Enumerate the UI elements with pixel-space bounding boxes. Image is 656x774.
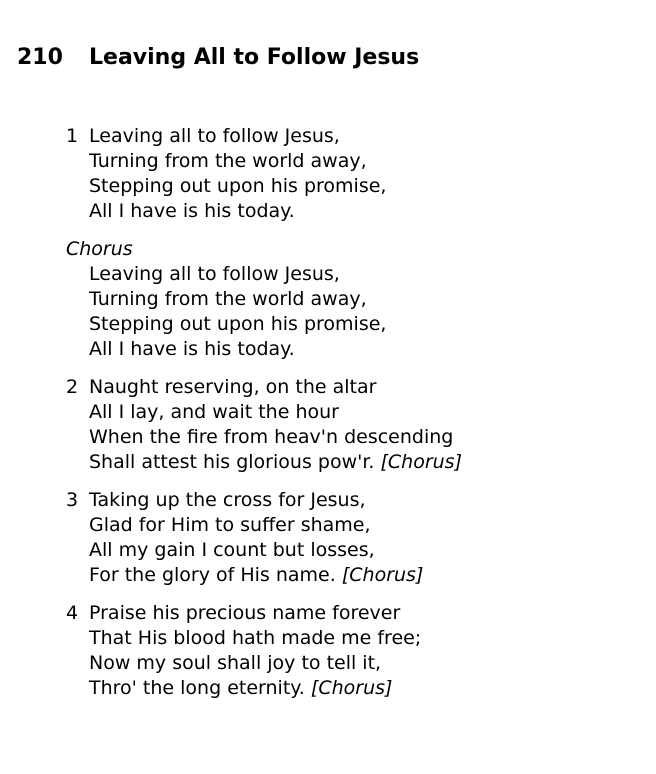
verse-line-text: Thro' the long eternity.: [89, 677, 305, 699]
verse-line: Leaving all to follow Jesus,: [89, 125, 340, 147]
verse-number: 3: [66, 489, 79, 511]
hymn-header: [17, 44, 419, 72]
chorus-line: All I have is his today.: [89, 338, 295, 360]
verse-line-text: Shall attest his glorious pow'r.: [89, 451, 375, 473]
verse-line: That His blood hath made me free;: [89, 627, 422, 649]
chorus-label: Chorus: [66, 238, 133, 260]
verse-line-with-ref: [89, 450, 462, 475]
verse-number: 1: [66, 125, 79, 147]
chorus-reference: [Chorus]: [310, 677, 393, 699]
chorus-reference: [Chorus]: [380, 451, 462, 473]
verse-line: Turning from the world away,: [89, 150, 367, 172]
chorus-line: Leaving all to follow Jesus,: [89, 263, 340, 285]
verse-line: All I lay, and wait the hour: [89, 401, 339, 423]
verse-line: Glad for Him to suffer shame,: [89, 514, 371, 536]
verse-4: [66, 601, 462, 701]
chorus-line: Turning from the world away,: [89, 288, 367, 310]
verse-line: Taking up the cross for Jesus,: [89, 489, 366, 511]
verse-line: All my gain I count but losses,: [89, 539, 375, 561]
verse-line: Naught reserving, on the altar: [89, 376, 377, 398]
verse-number: 4: [66, 602, 79, 624]
verse-line-with-ref: [89, 563, 462, 588]
verse-line: Praise his precious name forever: [89, 602, 401, 624]
lyrics: [66, 124, 462, 714]
hymn-title: Leaving All to Follow Jesus: [89, 45, 420, 70]
verse-2: [66, 375, 462, 475]
chorus-reference: [Chorus]: [341, 564, 424, 586]
chorus-line: Stepping out upon his promise,: [89, 313, 387, 335]
verse-line: Now my soul shall joy to tell it,: [89, 652, 382, 674]
verse-1: [66, 124, 462, 224]
verse-3: [66, 488, 462, 588]
hymn-number: 210: [17, 45, 63, 70]
verse-number: 2: [66, 376, 79, 398]
chorus: [66, 237, 462, 362]
verse-line: All I have is his today.: [89, 200, 295, 222]
verse-line-text: For the glory of His name.: [89, 564, 336, 586]
verse-line: Stepping out upon his promise,: [89, 175, 387, 197]
verse-line-with-ref: [89, 676, 462, 701]
verse-line: When the fire from heav'n descending: [89, 426, 454, 448]
